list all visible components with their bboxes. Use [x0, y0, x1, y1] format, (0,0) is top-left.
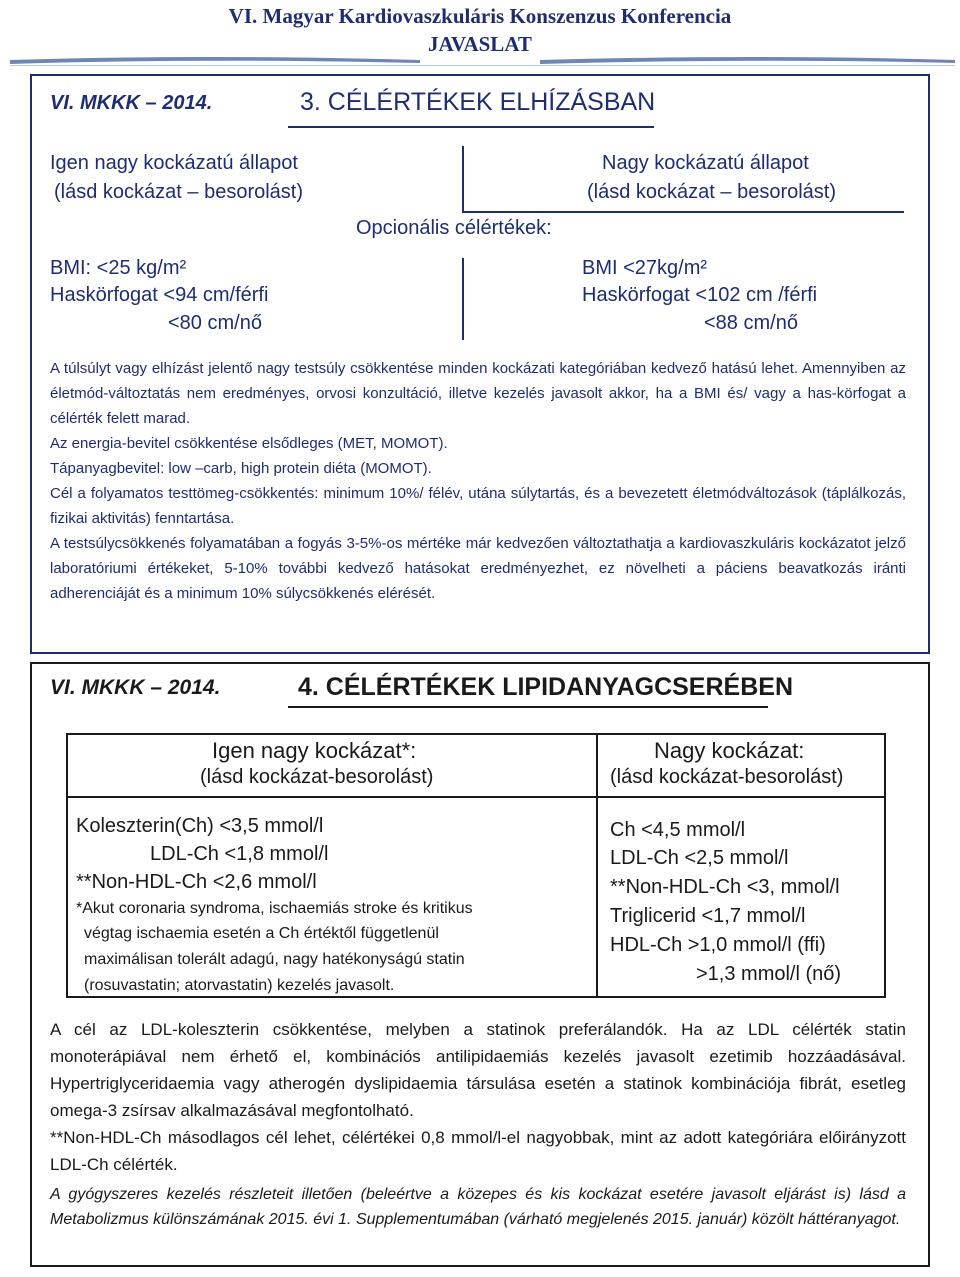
s4-left-nonhdl: **Non-HDL-Ch <2,6 mmol/l — [76, 871, 317, 893]
s3-paragraph: Az energia-bevitel csökkentése elsődleges (MET, MOMOT). — [50, 435, 448, 452]
s4-left-ldl: LDL-Ch <1,8 mmol/l — [150, 843, 329, 865]
s4-body-text — [50, 1016, 906, 1232]
s4-footnote-line: maximálisan tolerált adagú, nagy hatékonyságú statin — [84, 951, 465, 968]
s4-left-cholesterol: Koleszterin(Ch) <3,5 mmol/l — [76, 815, 324, 837]
s3-left-subheading: (lásd kockázat – besorolást) — [54, 181, 304, 203]
s4-right-hdl-female: >1,3 mmol/l (nő) — [696, 963, 842, 985]
s3-divider-horizontal — [462, 211, 904, 213]
s3-paragraph: Cél a folyamatos testtömeg-csökkentés: minimum 10%/ félév, utána súlytartás, és a bevezetett életmódváltozások (táplálkozás, fizikai aktivitás) fenntartása. — [50, 485, 906, 527]
section3-title: 3. CÉLÉRTÉKEK ELHÍZÁSBAN — [300, 88, 656, 116]
section3-tag: VI. MKKK – 2014. — [50, 92, 213, 114]
s4-paragraph: **Non-HDL-Ch másodlagos cél lehet, célértékei 0,8 mmol/l-el nagyobbak, mint az adott kategóriára előirányzott LDL-Ch célérték. — [50, 1128, 906, 1174]
s3-paragraph: A túlsúlyt vagy elhízást jelentő nagy testsúly csökkentése minden kockázati kategóriában kedvező hatású lehet. Amennyiben az életmód-változtatás nem eredményes, orvosi konzultáció, illetve kezelés javasolt akkor, ha a BMI és/ vagy a has-körfogat a célérték felett marad. — [50, 360, 906, 427]
s3-right-subheading: (lásd kockázat – besorolást) — [587, 181, 837, 203]
s4-italic-note: A gyógyszeres kezelés részleteit illetően (beleértve a közepes és kis kockázat esetére javasolt eljárást is) lásd a Metabolizmus különszámának 2015. évi 1. Supplementumában (várható megjelenés 2015. január) közölt háttéranyagot. — [50, 1186, 906, 1228]
section4-title: 4. CÉLÉRTÉKEK LIPIDANYAGCSERÉBEN — [298, 673, 793, 701]
s4-left-heading: Igen nagy kockázat*: — [212, 738, 417, 763]
s4-header-separator — [66, 796, 886, 798]
s3-right-heading: Nagy kockázatú állapot — [602, 152, 809, 174]
section4-tag: VI. MKKK – 2014. — [50, 676, 221, 699]
s4-paragraph: A cél az LDL-koleszterin csökkentése, melyben a statinok preferálandók. Ha az LDL célérték statin monoterápiával nem érhető el, kombinációs antilipidaemiás kezelés javasolt ezetimib hozzáadásával. Hypertriglyceridaemia vagy atherogén dyslipidaemia társulása esetén a statinok kombinációja fibrát, esetleg omega-3 zsírsav alkalmazásával megfontolható. — [50, 1020, 906, 1120]
s4-footnote-line: (rosuvastatin; atorvastatin) kezelés javasolt. — [84, 977, 395, 994]
s3-paragraph: Tápanyagbevitel: low –carb, high protein diéta (MOMOT). — [50, 460, 432, 477]
s3-divider-top — [462, 146, 464, 212]
s3-divider-bottom — [462, 258, 464, 340]
s3-left-waist-female: <80 cm/nő — [168, 312, 262, 334]
s4-footnote-line: végtag ischaemia esetén a Ch értéktől függetlenül — [84, 925, 439, 942]
s3-paragraph: A testsúlycsökkenés folyamatában a fogyás 3-5%-os mértéke már kedvezően változtathatja a kardiovaszkuláris kockázatot jelző laboratóriumi értékeket, 5-10% további kedvező hatásokat eredményezhet, ez növelheti a páciens beavatkozás iránti adherenciáját és a minimum 10% súlycsökkenés elérését. — [50, 535, 906, 602]
header-decoration — [0, 52, 960, 70]
s4-right-heading: Nagy kockázat: — [654, 738, 805, 763]
s3-body-text — [50, 356, 906, 606]
s3-left-bmi: BMI: <25 kg/m² — [50, 257, 187, 279]
s4-footnote-line: *Akut coronaria syndroma, ischaemiás stroke és kritikus — [76, 900, 473, 917]
s3-right-waist-female: <88 cm/nő — [704, 312, 798, 334]
s4-right-subheading: (lásd kockázat-besorolást) — [610, 766, 844, 788]
s4-right-triglyceride: Triglicerid <1,7 mmol/l — [610, 905, 806, 927]
lipid-table-divider — [596, 733, 598, 998]
s3-optional-label: Opcionális célértékek: — [356, 217, 552, 239]
s4-right-ldl: LDL-Ch <2,5 mmol/l — [610, 847, 789, 869]
s4-left-subheading: (lásd kockázat-besorolást) — [200, 766, 434, 788]
s3-right-bmi: BMI <27kg/m² — [582, 257, 708, 279]
s3-right-waist-male: Haskörfogat <102 cm /férfi — [582, 284, 818, 306]
s3-left-heading: Igen nagy kockázatú állapot — [50, 152, 298, 174]
s4-right-hdl-male: HDL-Ch >1,0 mmol/l (ffi) — [610, 934, 826, 956]
section3-title-underline — [288, 126, 654, 128]
s4-right-cholesterol: Ch <4,5 mmol/l — [610, 819, 746, 841]
s4-right-nonhdl: **Non-HDL-Ch <3, mmol/l — [610, 876, 840, 898]
s3-left-waist-male: Haskörfogat <94 cm/férfi — [50, 284, 269, 306]
conference-title: VI. Magyar Kardiovaszkuláris Konszenzus Konferencia — [228, 4, 732, 28]
document-type: JAVASLAT — [428, 32, 532, 56]
section4-title-underline — [288, 706, 768, 708]
